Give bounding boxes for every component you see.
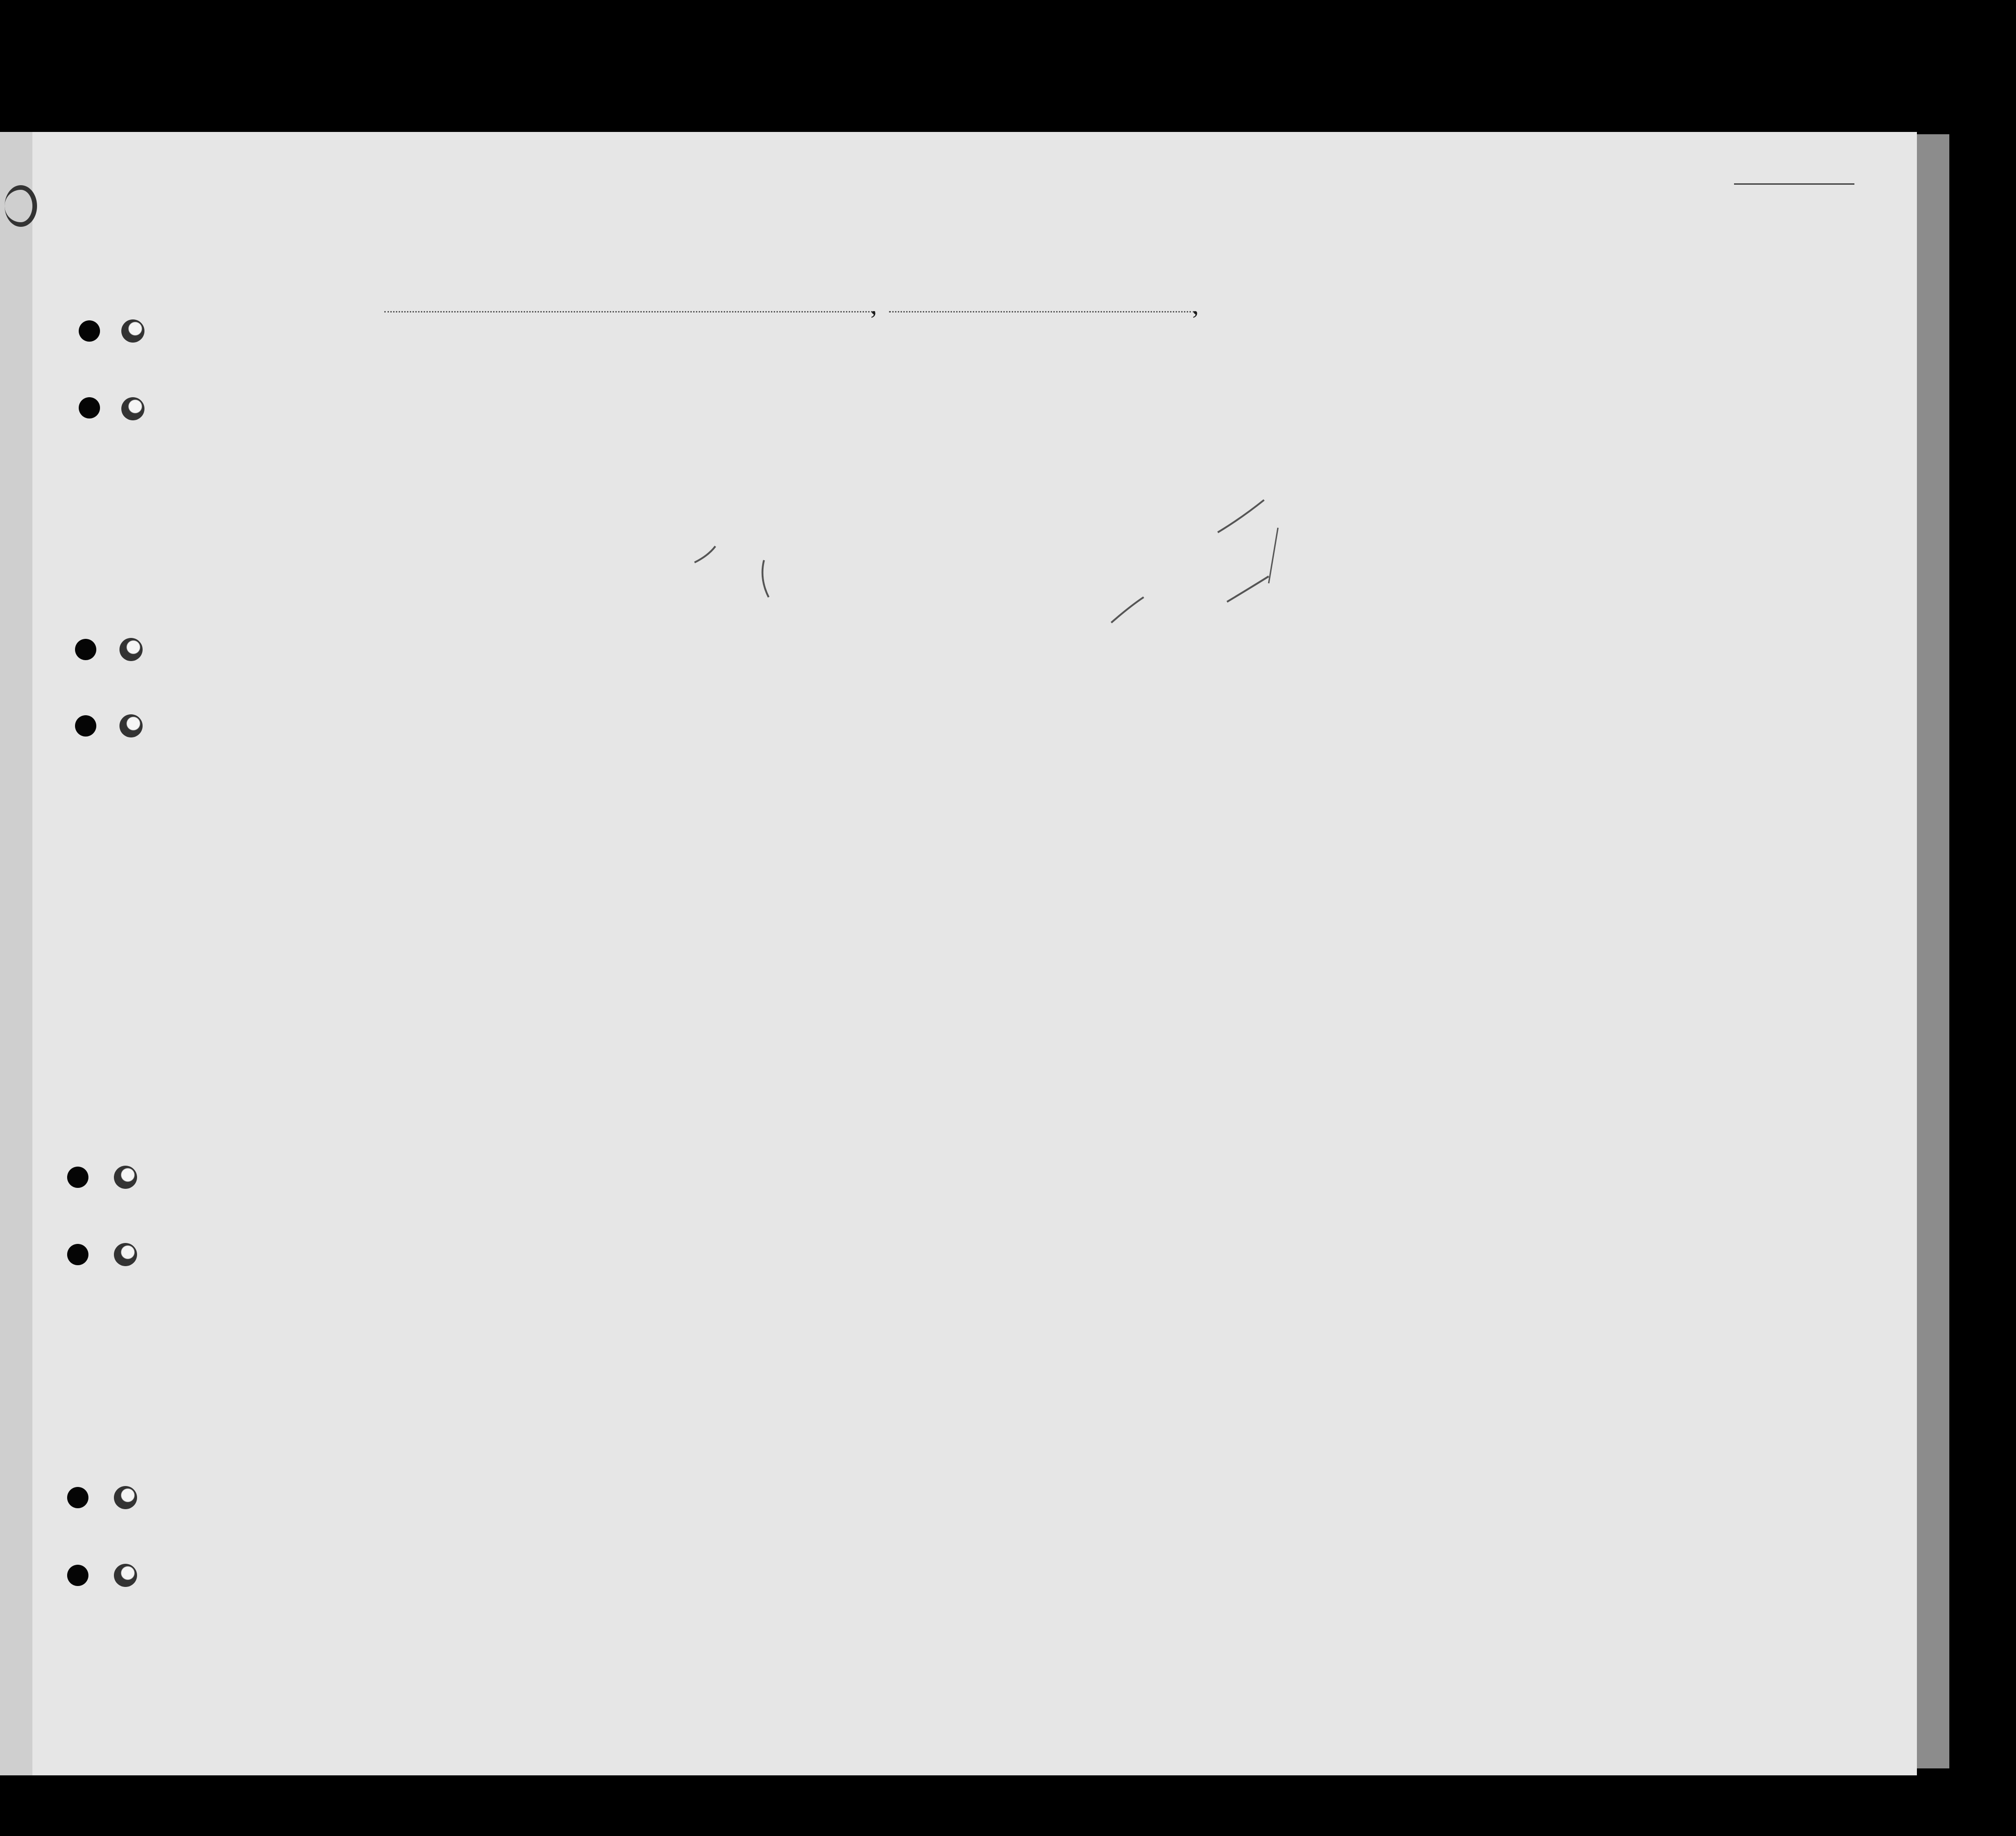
check-mark	[1269, 528, 1278, 583]
check-mark	[1111, 597, 1144, 623]
check-mark	[1227, 576, 1269, 602]
check-mark	[763, 560, 769, 597]
comma: ,	[1192, 291, 1199, 320]
check-mark	[1218, 500, 1264, 532]
comma: ,	[870, 291, 877, 320]
check-mark	[695, 546, 715, 562]
